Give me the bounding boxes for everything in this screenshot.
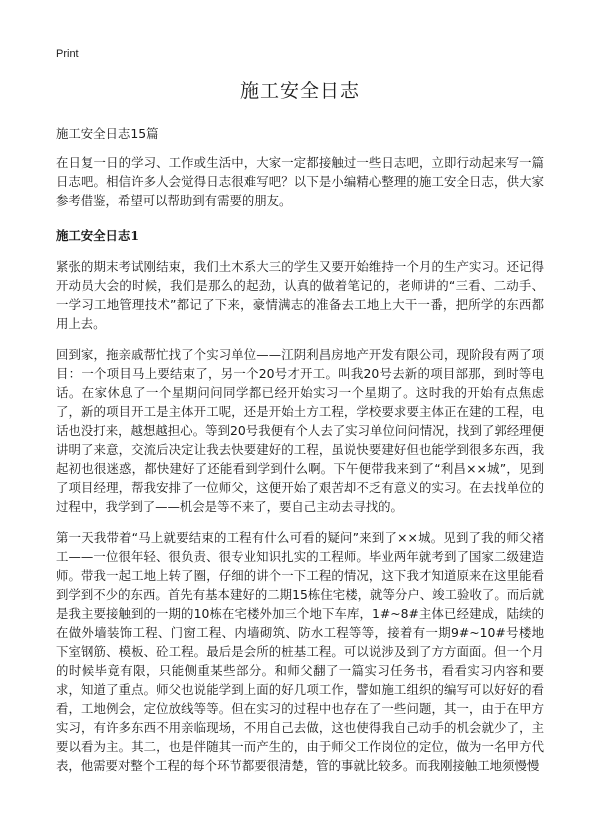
document-body bbox=[56, 78, 544, 775]
body-paragraph: 第一天我带着“马上就要结束的工程有什么可看的疑问”来到了××城。见到了我的师父褚工——一位很年轻、很负责、很专业知识扎实的工程师。毕业两年就考到了国家二级建造师。带我一起工地上转了圈，仔细的讲个一下工程的情况，这下我才知道原来在这里能看到学到不少的东西。首先有基本建好的二期15栋住宅楼，就等分户、竣工验收了。而后就是我主要接触到的一期的10栋在宅楼外加三个地下车库，1#~8#主体已经建成，陆续的在做外墙装饰工程、门窗工程、内墙砌筑、防水工程等等，接着有一期9#~10#号楼地下室钢筋、模板、砼工程。最后是会所的桩基工程。可以说涉及到了方方面面。但一个月的时候毕竟有限，只能侧重某些部分。和师父翻了一篇实习任务书，看看实习内容和要求，知道了重点。师父也说能学到上面的好几项工作，譬如施工组织的编写可以好好的看看，工地例会，定位放线等等。但在实习的过程中也存在了一些问题，其一，由于在甲方实习，有许多东西不用亲临现场，不用自己去做，这也使得我自己动手的机会就少了，主要以看为主。其二，也是伴随其一而产生的，由于师父工作岗位的定位，做为一名甲方代表，他需要对整个工程的每个环节都要很清楚，管的事就比较多。而我刚接触工地须慢慢 bbox=[56, 530, 544, 773]
section-heading: 施工安全日志1 bbox=[56, 228, 139, 243]
print-link[interactable]: Print bbox=[56, 48, 79, 60]
body-paragraph: 回到家，拖亲戚帮忙找了个实习单位——江阴利昌房地产开发有限公司，现阶段有两了项目：一个项目马上要结束了，另一个20号才开工。叫我20号去新的项目部那，到时等电话。在家休息了一个星期问问同学都已经开始实习一个星期了。这时我的开始有点焦虑了，新的项目开工是主体开工呢，还是开始土方工程，学校要求要主体正在建的工程，电话也没打来，越想越担心。等到20号我便有个人去了实习单位问问情况，找到了郭经理便讲明了来意，交流后决定让我去快要建好的工程，虽说快要建好但也能学到很多东西，我起初也很迷惑，都快建好了还能看到学到什么啊。下午便带我来到了“利昌××城”，见到了项目经理，帮我安排了一位师父，这便开始了艰苦却不乏有意义的实习。在去找单位的过程中，我学到了——机会是等不来了，要自己主动去寻找的。 bbox=[56, 347, 544, 514]
document-subtitle: 施工安全日志15篇 bbox=[56, 126, 159, 141]
intro-paragraph: 在日复一日的学习、工作或生活中，大家一定都接触过一些日志吧，立即行动起来写一篇日志吧。相信许多人会觉得日志很难写吧？以下是小编精心整理的施工安全日志，供大家参考借鉴，希望可以帮助到有需要的朋友。 bbox=[56, 155, 544, 208]
body-paragraph: 紧张的期末考试刚结束，我们土木系大三的学生又要开始维持一个月的生产实习。还记得开动员大会的时候，我们是那么的起劲，认真的做着笔记的，老师讲的“三看、二动手、一学习工地管理技术”都记了下来，豪情满志的准备去工地上大干一番，把所学的东西都用上去。 bbox=[56, 259, 544, 331]
page-title: 施工安全日志 bbox=[239, 80, 360, 102]
